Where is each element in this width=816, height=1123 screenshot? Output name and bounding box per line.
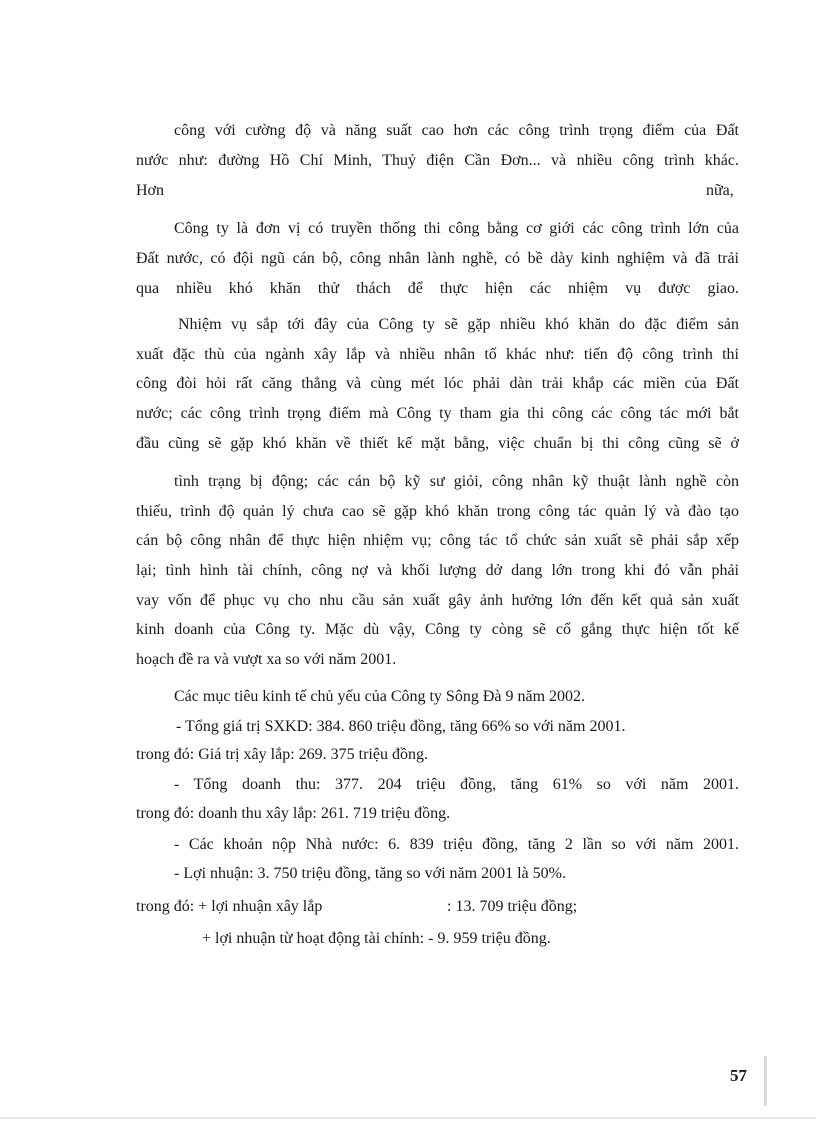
paragraph-line: qua nhiều khó khăn thử thách để thực hiện các nhiệm vụ được giao.	[136, 280, 739, 297]
paragraph-line: Hơn	[136, 182, 165, 199]
paragraph-line: lại; tình hình tài chính, công nợ và khối lượng dở dang lớn trong khi đó vẫn phải	[136, 562, 739, 579]
objective-item: - Tổng giá trị SXKD: 384. 860 triệu đồng, tăng 66% so với năm 2001.	[176, 718, 626, 735]
paragraph-line: vay vốn để phục vụ cho nhu cầu sản xuất gây ảnh hưởng lớn đến kết quả sản xuất	[136, 592, 739, 609]
paragraph-line: Đất nước, có đội ngũ cán bộ, công nhân lành nghề, có bề dày kinh nghiệm và đã trải	[136, 250, 739, 267]
objectives-heading: Các mục tiêu kinh tế chủ yếu của Công ty Sông Đà 9 năm 2002.	[174, 688, 586, 705]
objective-item: - Tổng doanh thu: 377. 204 triệu đồng, tăng 61% so với năm 2001.	[174, 776, 739, 793]
paragraph-line: thiếu, trình độ quản lý chưa cao sẽ gặp khó khăn trong công tác quản lý và đào tạo	[136, 503, 739, 520]
paragraph-line: công với cường độ và năng suất cao hơn các công trình trọng điểm của Đất	[174, 122, 739, 139]
objective-detail: trong đó: Giá trị xây lắp: 269. 375 triệu đồng.	[136, 746, 428, 763]
paragraph-line: nữa,	[706, 182, 734, 199]
objective-detail-value: : 13. 709 triệu đồng;	[447, 898, 578, 915]
paragraph-line: nước như: đường Hồ Chí Minh, Thuỷ điện Cần Đơn... và nhiều công trình khác.	[136, 152, 739, 169]
page-number: 57	[730, 1066, 747, 1085]
page-border-right	[764, 1056, 767, 1106]
page-border-bottom	[0, 1117, 816, 1119]
paragraph-line: hoạch đề ra và vượt xa so với năm 2001.	[136, 651, 397, 668]
objective-detail: trong đó: doanh thu xây lắp: 261. 719 triệu đồng.	[136, 805, 451, 822]
objective-detail-label: trong đó: + lợi nhuận xây lắp	[136, 898, 323, 915]
paragraph-line: tình trạng bị động; các cán bộ kỹ sư giỏi, công nhân kỹ thuật lành nghề còn	[174, 473, 739, 490]
paragraph-line: cán bộ công nhân để thực hiện nhiệm vụ; công tác tổ chức sản xuất sẽ phải sắp xếp	[136, 532, 739, 549]
paragraph-line: đầu cũng sẽ gặp khó khăn về thiết kế mặt bằng, việc chuẩn bị thi công cũng sẽ ở	[136, 435, 739, 452]
paragraph-line: công đòi hỏi rất căng thẳng và cùng mét lóc phải dàn trải khắp các miền của Đất	[136, 375, 739, 392]
paragraph-line: Công ty là đơn vị có truyền thống thi công bằng cơ giới các công trình lớn của	[174, 220, 739, 237]
objective-item: - Các khoản nộp Nhà nước: 6. 839 triệu đồng, tăng 2 lần so với năm 2001.	[174, 836, 739, 853]
objective-detail: + lợi nhuận từ hoạt động tài chính: - 9. 959 triệu đồng.	[202, 930, 551, 947]
paragraph-line: xuất đặc thù của ngành xây lắp và nhiều nhân tố khác như: tiến độ công trình thi	[136, 346, 739, 363]
objective-item: - Lợi nhuận: 3. 750 triệu đồng, tăng so với năm 2001 là 50%.	[174, 865, 566, 882]
paragraph-line: Nhiệm vụ sắp tới đây của Công ty sẽ gặp nhiều khó khăn do đặc điểm sản	[178, 316, 739, 333]
paragraph-line: nước; các công trình trọng điểm mà Công ty tham gia thi công các công tác mới bắt	[136, 405, 739, 422]
paragraph-line: kinh doanh của Công ty. Mặc dù vậy, Công ty còng sẽ cố gắng thực hiện tốt kế	[136, 621, 739, 638]
